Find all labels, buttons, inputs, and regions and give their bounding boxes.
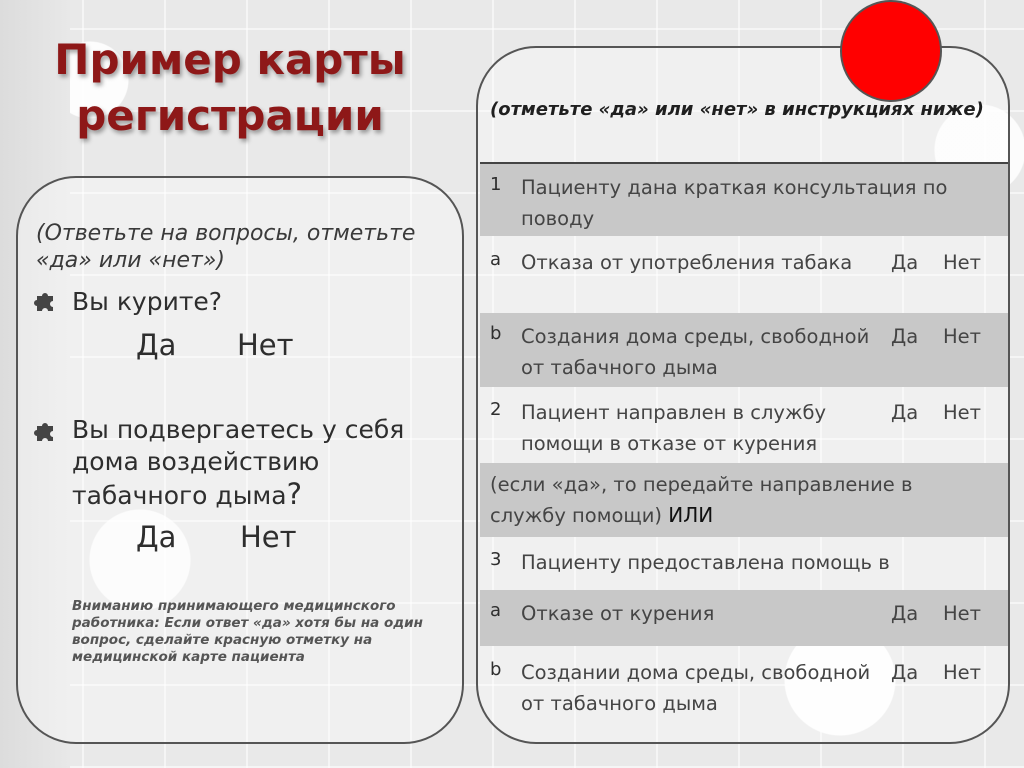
table-row: [480, 239, 1008, 311]
no-option[interactable]: Нет: [943, 602, 982, 625]
yes-option[interactable]: Да: [891, 401, 919, 424]
smoking-no-option[interactable]: Нет: [237, 328, 294, 362]
row-text: Отказа от употребления табака: [521, 251, 853, 274]
row-number: b: [490, 659, 502, 680]
yes-option[interactable]: Да: [891, 661, 919, 684]
instructions-header: (отметьте «да» или «нет» в инструкциях ниже): [490, 99, 984, 120]
yes-option[interactable]: Да: [891, 602, 919, 625]
no-option[interactable]: Нет: [943, 401, 982, 424]
row-text: Пациент направлен в службу помощи в отказе от курения: [521, 401, 827, 455]
puzzle-bullet-icon: [34, 290, 58, 312]
questionnaire-intro: (Ответьте на вопросы, отметьте «да» или «нет»): [36, 221, 416, 273]
row-number: 3: [490, 549, 502, 570]
row-number: 2: [490, 399, 502, 420]
red-marker: [840, 0, 942, 102]
row-text: Создания дома среды, свободной от табачного дыма: [521, 325, 870, 379]
question-secondhand-smoke-text: Вы подвергаетесь у себя дома воздействию табачного дыма: [72, 415, 405, 510]
no-option[interactable]: Нет: [943, 251, 982, 274]
table-row: [480, 164, 1008, 236]
row-number: b: [490, 323, 502, 344]
table-row: [480, 539, 1008, 587]
row-text: Пациенту предоставлена помощь в: [521, 551, 890, 574]
row-text: Пациенту дана краткая консультация по поводу: [521, 176, 948, 230]
table-row: [480, 389, 1008, 461]
referral-note-text: (если «да», то передайте направление в службу помощи): [490, 473, 913, 527]
row-text: Создании дома среды, свободной от табачного дыма: [521, 661, 871, 715]
table-row: [480, 649, 1008, 723]
row-number: 1: [490, 174, 502, 195]
slide-title: [40, 32, 420, 144]
title-line-1: Пример карты: [54, 35, 406, 84]
smoking-yes-option[interactable]: Да: [136, 328, 177, 362]
row-number: a: [490, 249, 502, 270]
smoke-yes-option[interactable]: Да: [136, 520, 177, 554]
row-number: a: [490, 600, 502, 621]
staff-note: Вниманию принимающего медицинского работника: Если ответ «да» хотя бы на один вопрос, сделайте красную отметку на медицинской карте пациента: [72, 598, 423, 665]
puzzle-bullet-icon: [34, 420, 58, 442]
yes-option[interactable]: Да: [891, 251, 919, 274]
no-option[interactable]: Нет: [943, 661, 982, 684]
question-secondhand-smoke: [72, 414, 442, 512]
no-option[interactable]: Нет: [943, 325, 982, 348]
question-smoking: Вы курите?: [72, 287, 223, 316]
referral-note: [490, 469, 990, 531]
title-line-2: регистрации: [76, 91, 384, 140]
yes-option[interactable]: Да: [891, 325, 919, 348]
or-label: ИЛИ: [668, 503, 714, 527]
table-row: [480, 590, 1008, 646]
smoke-no-option[interactable]: Нет: [240, 520, 297, 554]
row-text: Отказе от курения: [521, 602, 715, 625]
table-row: [480, 313, 1008, 387]
table-row: [480, 463, 1008, 537]
question-mark: ?: [286, 477, 303, 511]
